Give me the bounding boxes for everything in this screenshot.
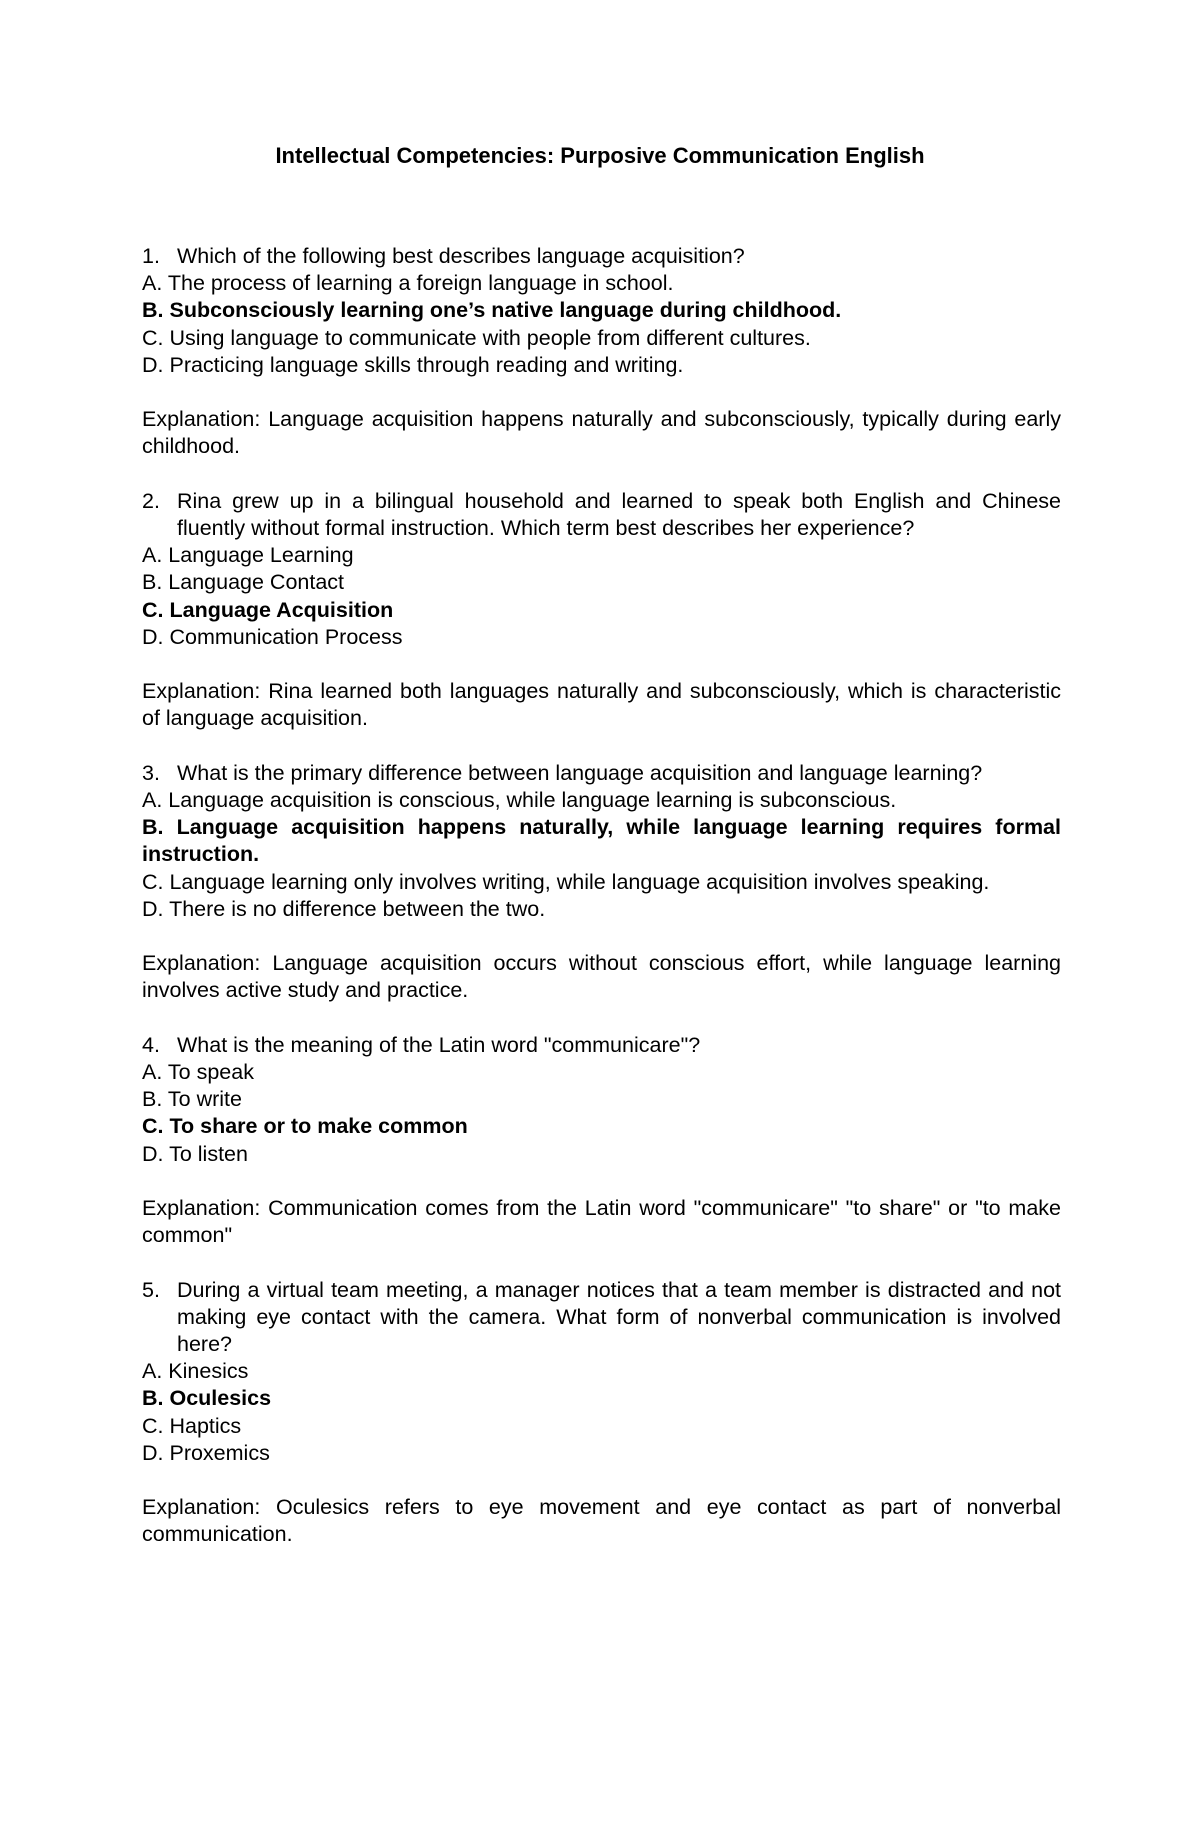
- option-c-correct: C. Language Acquisition: [142, 597, 394, 622]
- option-b-correct: B. Oculesics: [142, 1386, 272, 1411]
- option-a: A. Kinesics: [142, 1359, 249, 1384]
- explanation: Explanation: Rina learned both languages naturally and subconsciously, which is characteristic of language acquisition.: [142, 679, 1061, 731]
- question-number: 1.: [142, 244, 160, 268]
- option-a: A. Language Learning: [142, 543, 354, 568]
- question-stem: [142, 488, 1061, 542]
- option-d: D. Practicing language skills through reading and writing.: [142, 352, 684, 377]
- option-a: A. Language acquisition is conscious, while language learning is subconscious.: [142, 788, 897, 812]
- question-number: 4.: [142, 1032, 160, 1057]
- question-stem: [142, 1277, 1061, 1359]
- option-b-correct: B. Subconsciously learning one’s native language during childhood.: [142, 298, 842, 323]
- question-2: [142, 488, 1061, 760]
- option-d: D. Proxemics: [142, 1440, 270, 1465]
- option-d: D. There is no difference between the two.: [142, 896, 546, 921]
- option-b-correct: B. Language acquisition happens naturally, while language learning requires formal instruction.: [142, 815, 1061, 867]
- question-3: [142, 760, 1061, 1032]
- explanation: Explanation: Language acquisition occurs without conscious effort, while language learning involves active study and practice.: [142, 951, 1061, 1003]
- question-stem: [142, 1032, 1061, 1059]
- option-c-correct: C. To share or to make common: [142, 1114, 468, 1139]
- question-list: [142, 243, 1061, 1549]
- option-d: D. To listen: [142, 1141, 248, 1166]
- question-text: Rina grew up in a bilingual household and learned to speak both English and Chinese fluently without formal instruction. Which term best describes her experience?: [177, 488, 1061, 540]
- option-d: D. Communication Process: [142, 624, 403, 649]
- option-c: C. Haptics: [142, 1413, 242, 1438]
- question-number: 2.: [142, 488, 160, 513]
- question-text: During a virtual team meeting, a manager notices that a team member is distracted and not making eye contact with the camera. What form of nonverbal communication is involved here?: [177, 1277, 1061, 1356]
- explanation: Explanation: Communication comes from the Latin word "communicare" "to share" or "to make common": [142, 1196, 1061, 1248]
- question-number: 3.: [142, 760, 160, 785]
- option-b: B. Language Contact: [142, 570, 345, 595]
- question-4: [142, 1032, 1061, 1277]
- explanation: Explanation: Oculesics refers to eye movement and eye contact as part of nonverbal communication.: [142, 1495, 1061, 1547]
- option-b: B. To write: [142, 1087, 242, 1112]
- question-number: 5.: [142, 1277, 160, 1302]
- question-text: What is the meaning of the Latin word "communicare"?: [177, 1032, 701, 1057]
- question-5: [142, 1277, 1061, 1549]
- option-a: A. To speak: [142, 1060, 254, 1084]
- question-1: [142, 243, 1061, 488]
- explanation: Explanation: Language acquisition happens naturally and subconsciously, typically during early childhood.: [142, 407, 1061, 459]
- option-a: A. The process of learning a foreign language in school.: [142, 271, 674, 296]
- question-text: What is the primary difference between language acquisition and language learning?: [177, 760, 983, 785]
- document-title: Intellectual Competencies: Purposive Communication English: [275, 143, 925, 168]
- question-stem: [142, 760, 1061, 787]
- question-stem: [142, 243, 1061, 270]
- option-c: C. Using language to communicate with people from different cultures.: [142, 325, 811, 350]
- question-text: Which of the following best describes language acquisition?: [177, 244, 745, 268]
- option-c: C. Language learning only involves writing, while language acquisition involves speaking.: [142, 869, 990, 894]
